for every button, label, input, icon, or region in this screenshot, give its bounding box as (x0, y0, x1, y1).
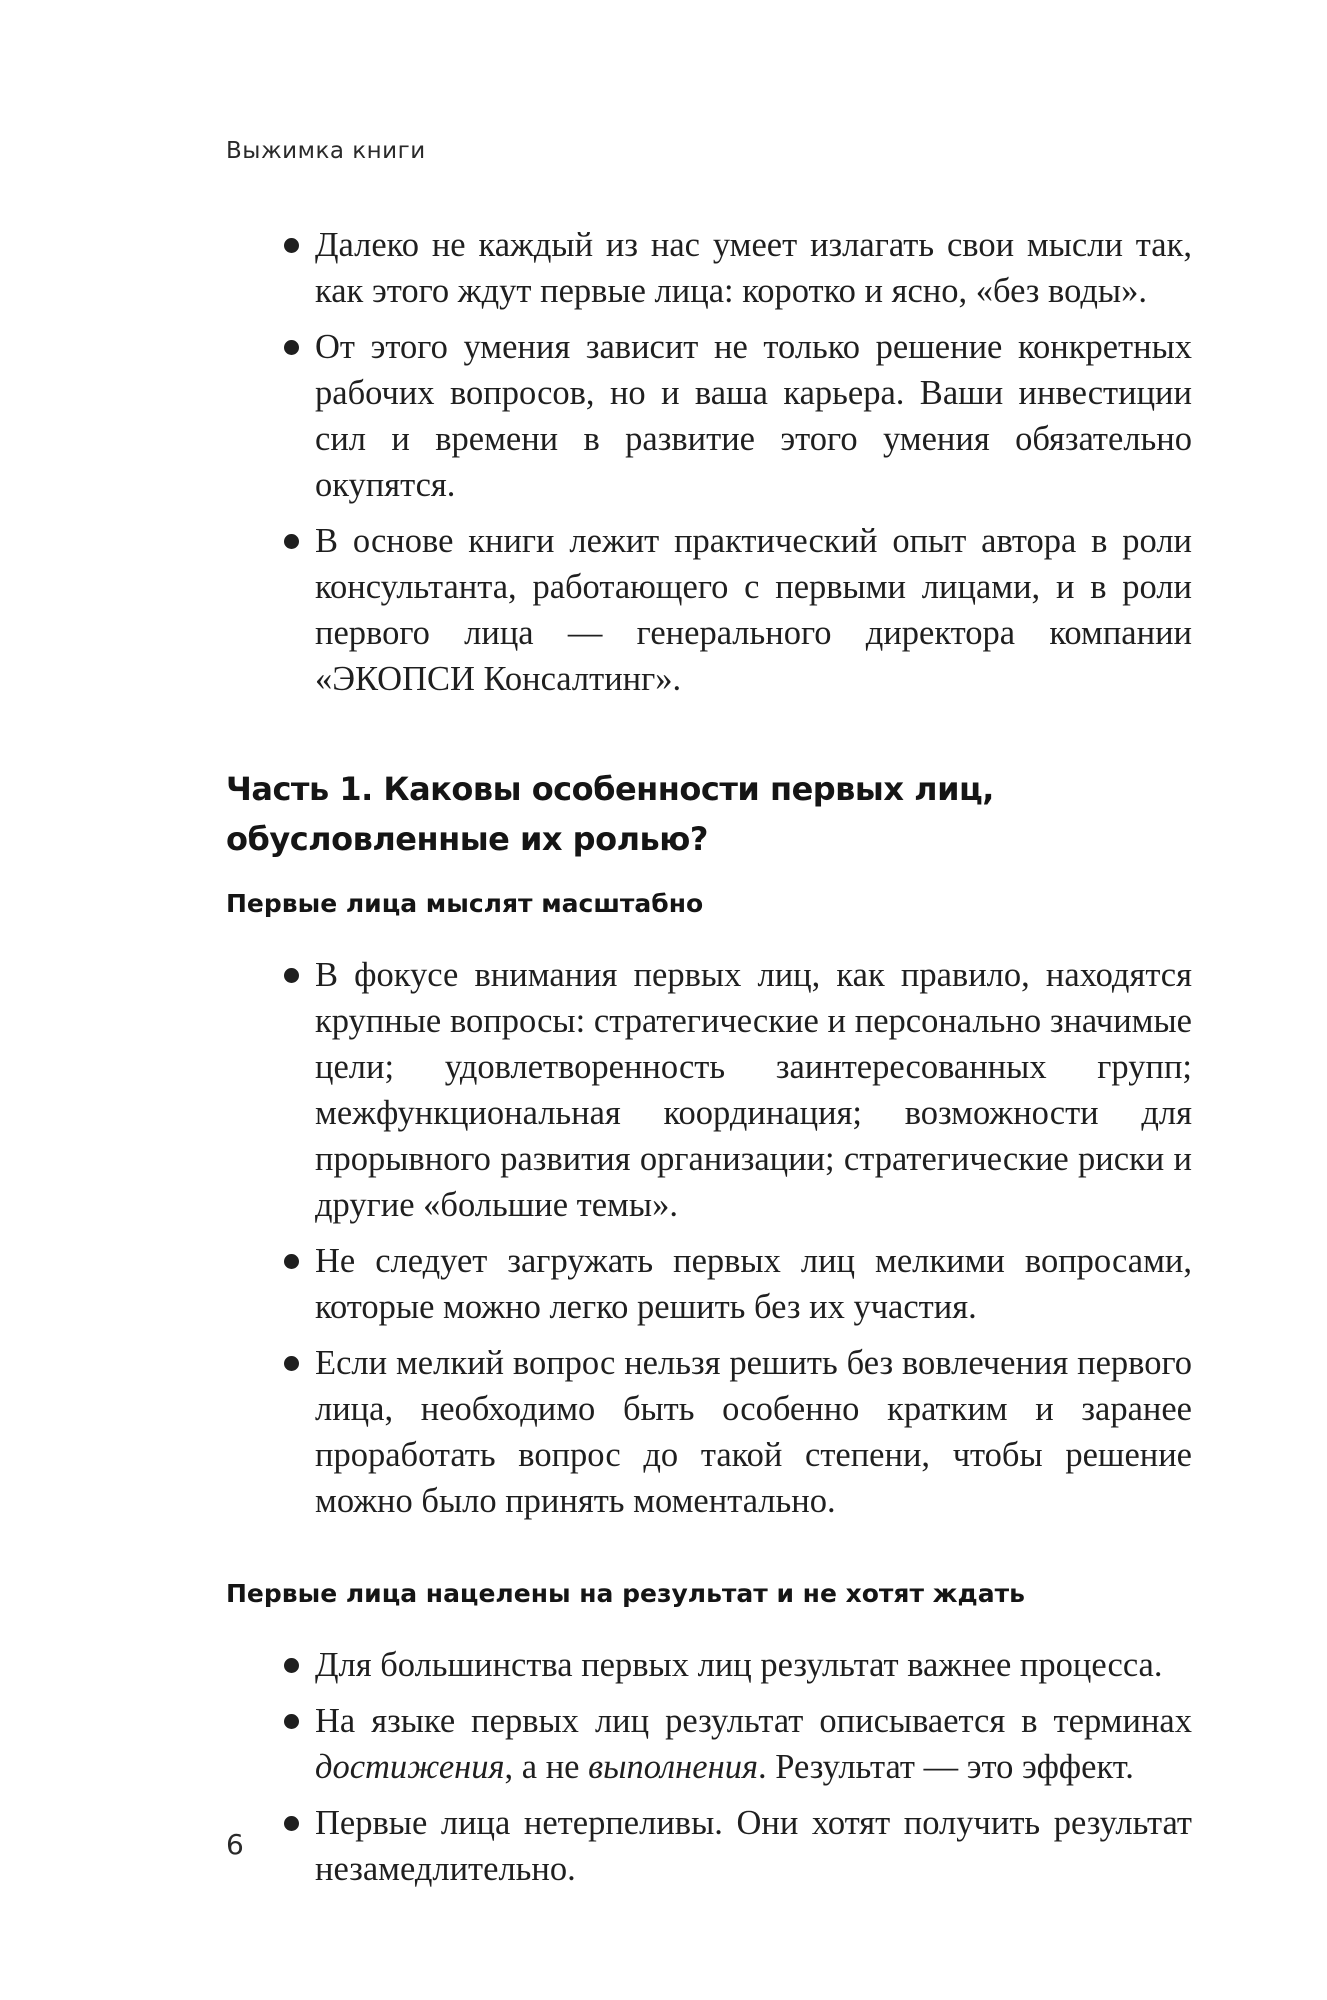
list-item: В фокусе внимания первых лиц, как правило, находятся крупные вопросы: стратегические и персонально значимые цели; удовлетворенность заинтересованных групп; межфункциональная координация; возможности для прорывного развития организации; стратегические риски и другие «большие темы». (226, 952, 1192, 1228)
section-heading-results: Первые лица нацелены на результат и не хотят ждать (226, 1579, 1025, 1608)
emphasis-achievement: достижения (315, 1748, 505, 1786)
part-heading: Часть 1. Каковы особенности первых лиц, обусловленные их ролью? (226, 770, 994, 858)
text-run: . Результат — это эффект. (757, 1748, 1134, 1786)
page-content (226, 222, 1192, 1902)
intro-bullet-list (226, 222, 1192, 702)
running-header: Выжимка книги (226, 138, 426, 164)
list-item: Если мелкий вопрос нельзя решить без вовлечения первого лица, необходимо быть особенно кратким и заранее проработать вопрос до такой степени, чтобы решение можно было принять моментально. (226, 1340, 1192, 1524)
text-run: , а не (504, 1748, 589, 1786)
list-item (226, 1698, 1192, 1790)
list-item: Первые лица нетерпеливы. Они хотят получить результат незамедлительно. (226, 1800, 1192, 1892)
text-run: На языке первых лиц результат описывается в терминах (315, 1702, 1192, 1740)
list-item: От этого умения зависит не только решение конкретных рабочих вопросов, но и ваша карьера. Ваши инвестиции сил и времени в развитие этого умения обязательно окупятся. (226, 324, 1192, 508)
emphasis-execution: выполнения (588, 1748, 758, 1786)
page-number: 6 (226, 1828, 244, 1861)
section2-bullet-list (226, 1642, 1192, 1892)
list-item: Не следует загружать первых лиц мелкими вопросами, которые можно легко решить без их участия. (226, 1238, 1192, 1330)
list-item: Далеко не каждый из нас умеет излагать свои мысли так, как этого ждут первые лица: коротко и ясно, «без воды». (226, 222, 1192, 314)
section1-bullet-list (226, 952, 1192, 1524)
list-item: Для большинства первых лиц результат важнее процесса. (226, 1642, 1192, 1688)
section-heading-thinking: Первые лица мыслят масштабно (226, 889, 704, 918)
list-item: В основе книги лежит практический опыт автора в роли консультанта, работающего с первыми лицами, и в роли первого лица — генерального директора компании «ЭКОПСИ Консалтинг». (226, 518, 1192, 702)
